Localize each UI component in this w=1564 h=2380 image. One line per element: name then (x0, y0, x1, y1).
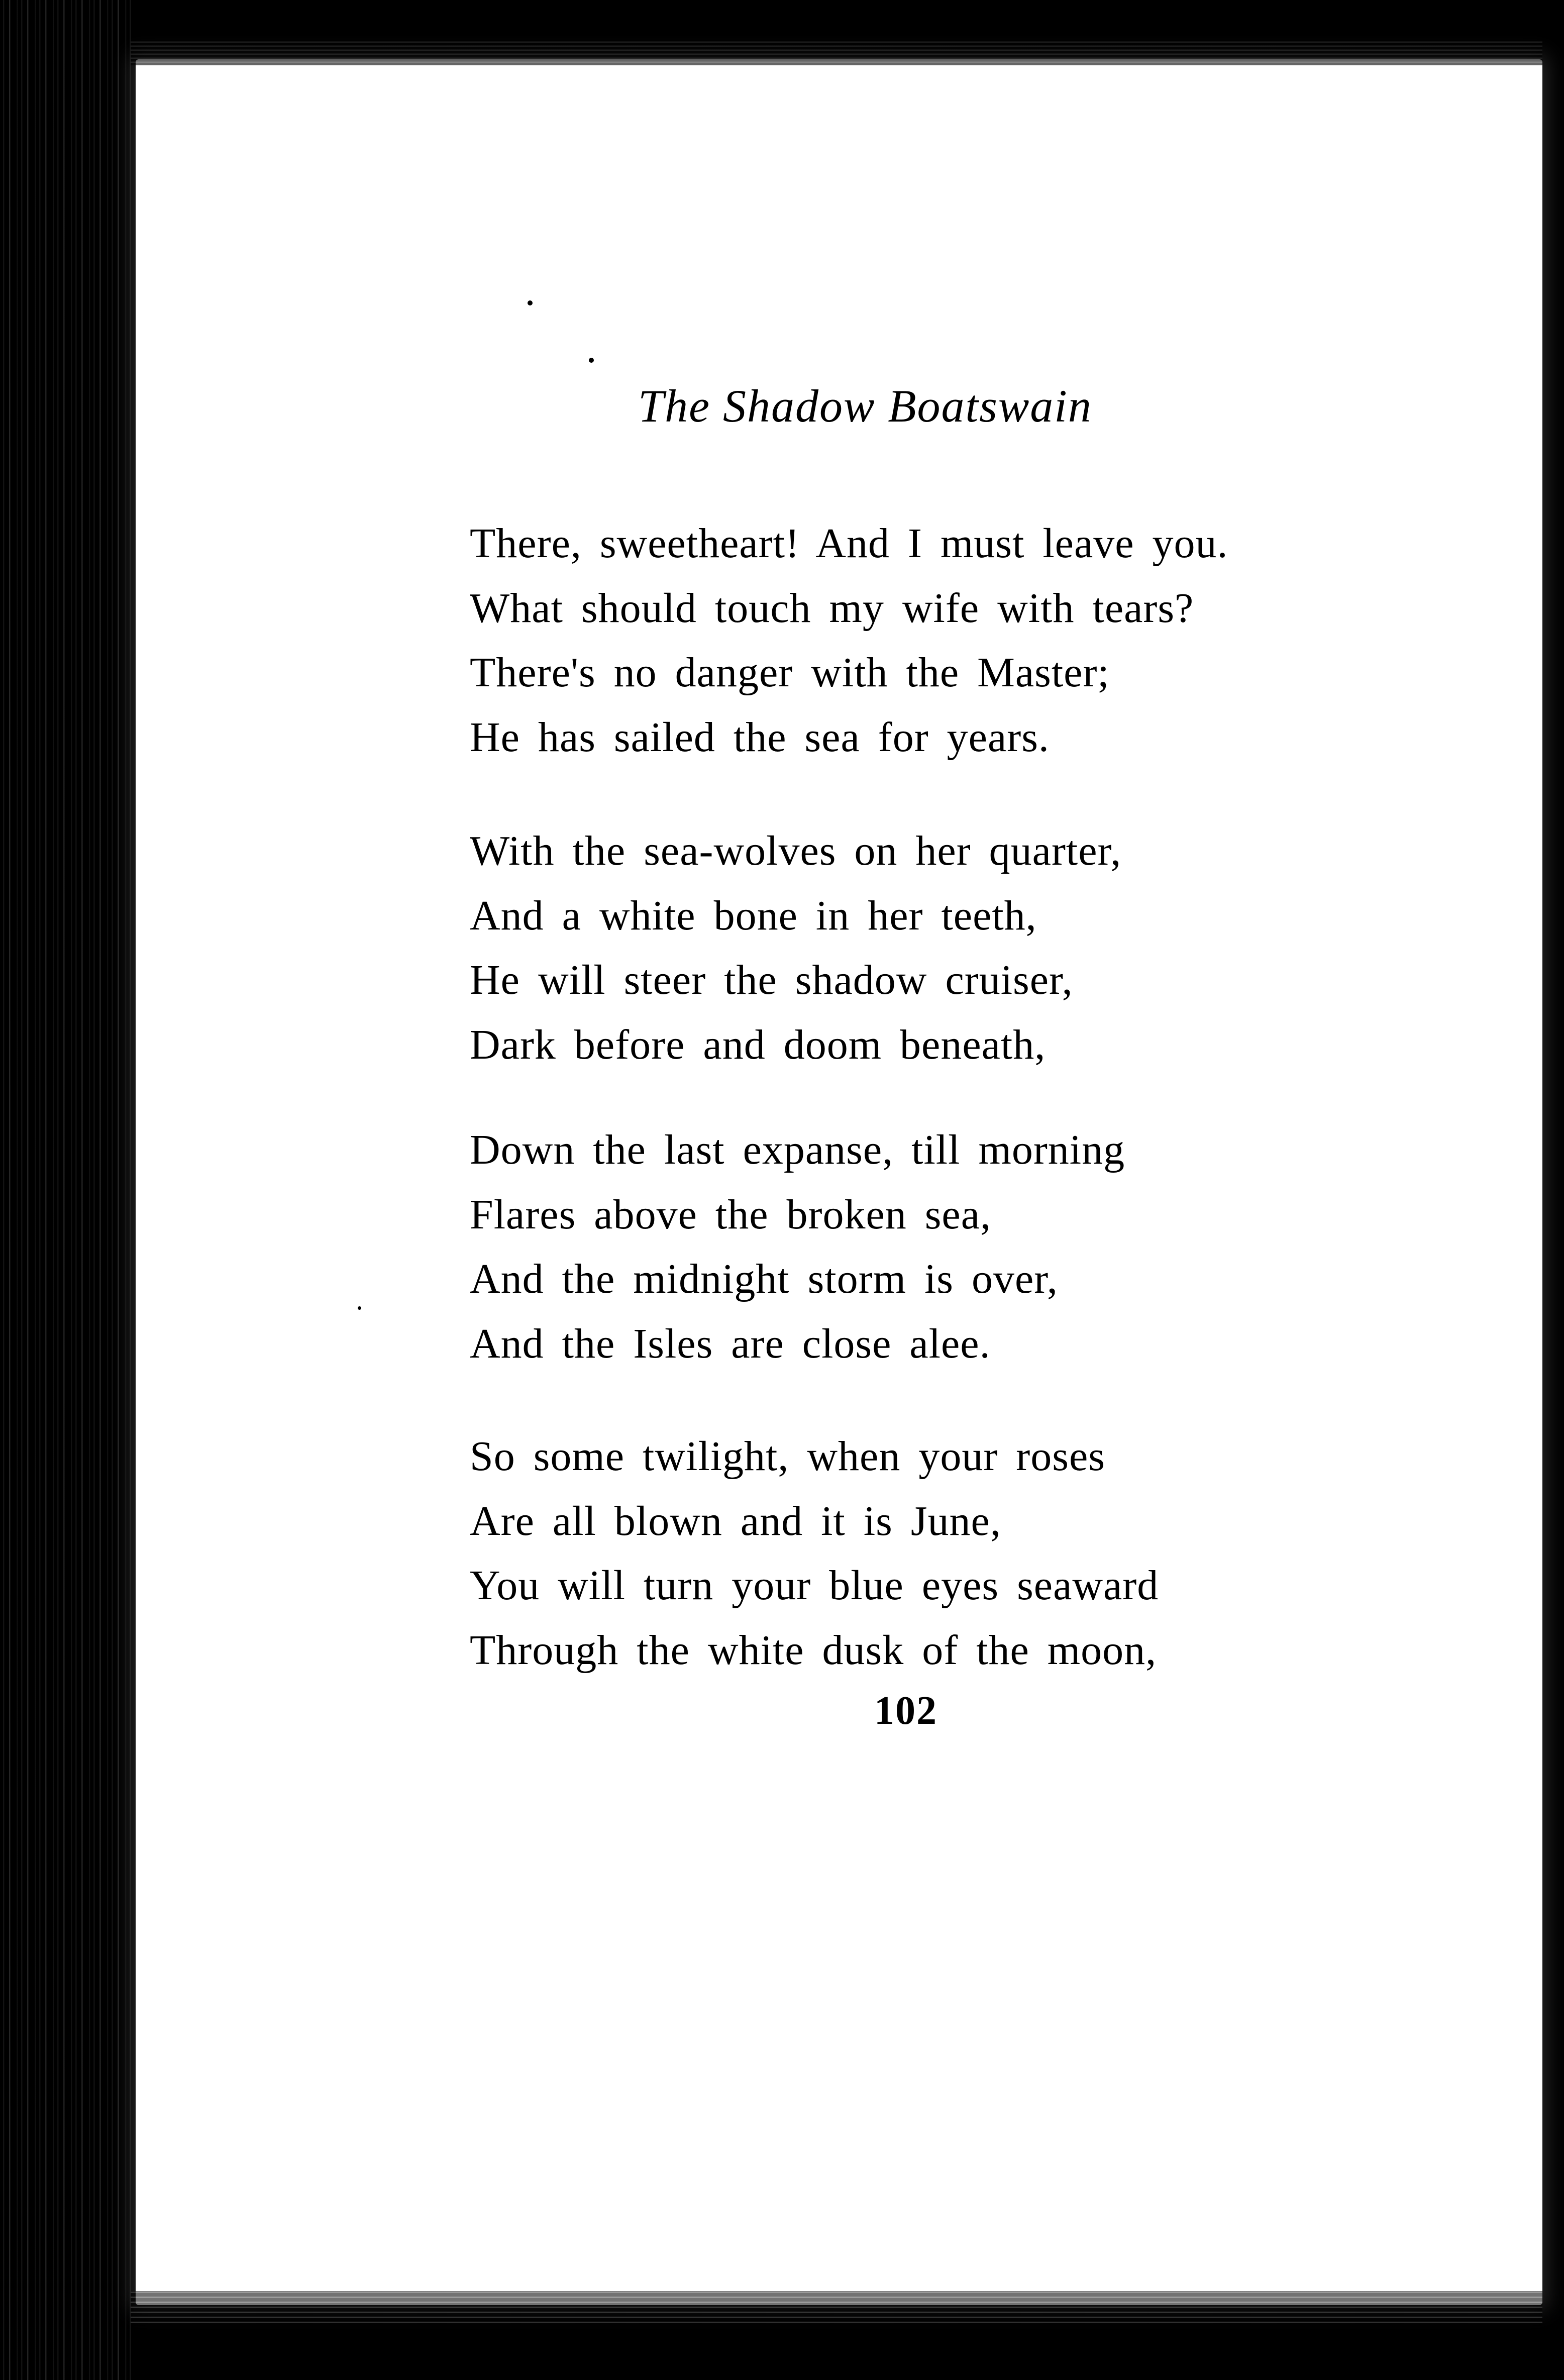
page-number: 102 (874, 1689, 937, 1733)
poem-line: There, sweetheart! And I must leave you. (470, 520, 1228, 567)
stanza-4 (470, 1424, 1159, 1683)
stanza-3 (470, 1118, 1125, 1376)
scan-border-bottom (131, 2291, 1542, 2326)
poem-line: He will steer the shadow cruiser, (470, 957, 1073, 1003)
stanza-1 (470, 511, 1228, 770)
poem-line: Are all blown and it is June, (470, 1497, 1001, 1544)
poem-title: The Shadow Boatswain (638, 380, 1092, 432)
poem-line: There's no danger with the Master; (470, 649, 1110, 696)
poem-line: And the Isles are close alee. (470, 1320, 991, 1367)
scan-border-left (0, 0, 136, 2380)
ink-speck (358, 1306, 361, 1310)
stanza-2 (470, 819, 1121, 1077)
poem-line: Down the last expanse, till morning (470, 1126, 1125, 1173)
ink-speck (589, 358, 594, 363)
ink-speck (528, 300, 533, 305)
poem-line: Through the white dusk of the moon, (470, 1626, 1157, 1674)
scan-border-top (131, 40, 1542, 65)
poem-line: And a white bone in her teeth, (470, 892, 1037, 939)
poem-line: With the sea-wolves on her quarter, (470, 827, 1122, 874)
poem-line: And the midnight storm is over, (470, 1256, 1058, 1302)
poem-line: Dark before and doom beneath, (470, 1021, 1046, 1068)
poem-line: So some twilight, when your roses (470, 1433, 1105, 1480)
poem-line: You will turn your blue eyes seaward (470, 1562, 1159, 1609)
poem-line: He has sailed the sea for years. (470, 713, 1050, 761)
poem-line: Flares above the broken sea, (470, 1191, 991, 1238)
poem-line: What should touch my wife with tears? (470, 584, 1194, 632)
